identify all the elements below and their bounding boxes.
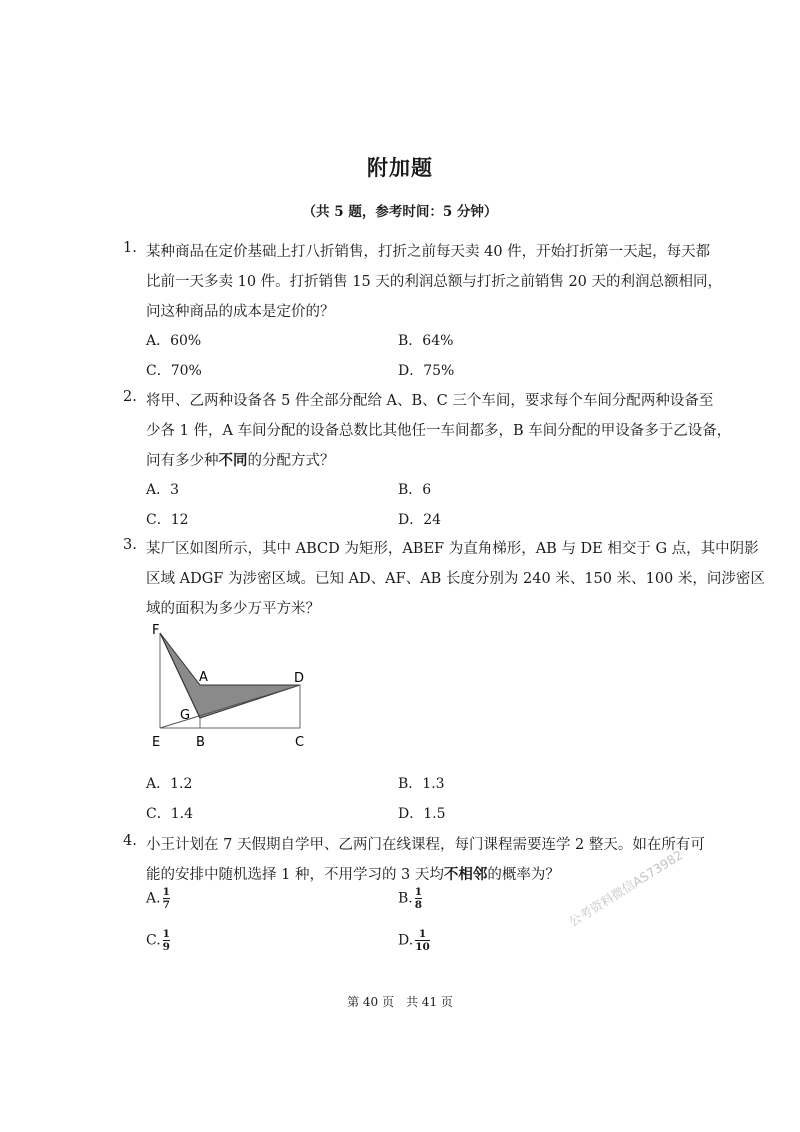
text-run: 的分配方式？	[247, 453, 335, 469]
option-label: C.	[146, 932, 161, 949]
question-text-line: 问这种商品的成本是定价的？	[146, 304, 335, 320]
option-d: D．24	[398, 512, 442, 528]
question-text-line: 某厂区如图所示，其中 ABCD 为矩形，ABEF 为直角梯形，AB 与 DE 相交于 G 点，其中阴影	[146, 541, 759, 557]
option-b: B．6	[398, 482, 432, 498]
page-subtitle: （共 5 题，参考时间：5 分钟）	[302, 204, 498, 220]
question-text-line: 少各 1 件，A 车间分配的设备总数比其他任一车间都多，B 车间分配的甲设备多于乙设备，	[146, 423, 732, 439]
question-text-line: 某种商品在定价基础上打八折销售，打折之前每天卖 40 件，开始打折第一天起，每天都	[146, 244, 711, 260]
question-text-line: 域的面积为多少万平方米？	[146, 601, 320, 617]
page-title: 附加题	[367, 156, 433, 180]
option-d: D．75%	[398, 363, 455, 379]
question-text-line: 小王计划在 7 天假期自学甲、乙两门在线课程，每门课程需要连学 2 整天。如在所有可	[146, 837, 705, 853]
label-b: B	[196, 735, 205, 750]
numerator: 1	[162, 886, 170, 898]
option-c: C．1.4	[146, 806, 193, 822]
option-a: A．3	[146, 482, 180, 498]
fraction	[415, 886, 422, 911]
page-footer: 第 40 页 共 41 页	[347, 995, 453, 1009]
option-label: A.	[146, 890, 161, 907]
question-number: 2.	[123, 389, 137, 405]
text-run: 能的安排中随机选择 1 种，不用学习的 3 天均	[146, 867, 444, 883]
question-text-line	[146, 863, 560, 884]
text-run: 的概率为？	[487, 867, 560, 883]
option-a: A．1.2	[146, 776, 193, 792]
segment-fg	[160, 633, 200, 718]
question-text-line: 比前一天多卖 10 件。打折销售 15 天的利润总额与打折之前销售 20 天的利润总额相同，	[146, 274, 723, 290]
label-a: A	[199, 670, 208, 685]
question-number: 4.	[123, 833, 137, 849]
fraction	[163, 928, 170, 953]
numerator: 1	[414, 886, 423, 898]
question-text-line: 区域 ADGF 为涉密区域。已知 AD、AF、AB 长度分别为 240 米、150 米、100 米，问涉密区	[146, 571, 765, 587]
fraction	[163, 886, 170, 911]
question-number: 1.	[123, 240, 137, 256]
option-label: D.	[398, 932, 414, 949]
option-a	[146, 886, 170, 911]
option-label: B.	[398, 890, 413, 907]
option-b	[398, 886, 422, 911]
label-g: G	[180, 708, 191, 723]
option-c: C．12	[146, 512, 189, 528]
watermark-text: 公考资料微信AS73982	[566, 847, 686, 930]
denominator: 7	[162, 899, 170, 911]
question-text-line: 将甲、乙两种设备各 5 件全部分配给 A、B、C 三个车间，要求每个车间分配两种设备至	[146, 393, 714, 409]
geometry-figure	[140, 620, 320, 755]
label-e: E	[152, 735, 161, 750]
option-c	[146, 928, 170, 953]
option-b: B．1.3	[398, 776, 445, 792]
option-d	[398, 928, 430, 953]
shaded-region-adgf	[160, 633, 300, 718]
emphasis-text: 不同	[218, 453, 248, 469]
label-f: F	[152, 623, 160, 638]
question-number: 3.	[123, 537, 137, 553]
emphasis-text: 不相邻	[443, 867, 488, 883]
option-c: C．70%	[146, 363, 202, 379]
option-b: B．64%	[398, 333, 454, 349]
option-d: D．1.5	[398, 806, 446, 822]
numerator: 1	[418, 928, 427, 940]
label-d: D	[294, 671, 305, 686]
label-c: C	[295, 735, 305, 750]
question-text-line	[146, 449, 335, 470]
denominator: 10	[415, 941, 430, 953]
fraction	[415, 928, 430, 953]
denominator: 9	[162, 941, 170, 953]
numerator: 1	[162, 928, 170, 940]
option-a: A．60%	[146, 333, 202, 349]
text-run: 问有多少种	[146, 453, 219, 469]
denominator: 8	[414, 899, 423, 911]
